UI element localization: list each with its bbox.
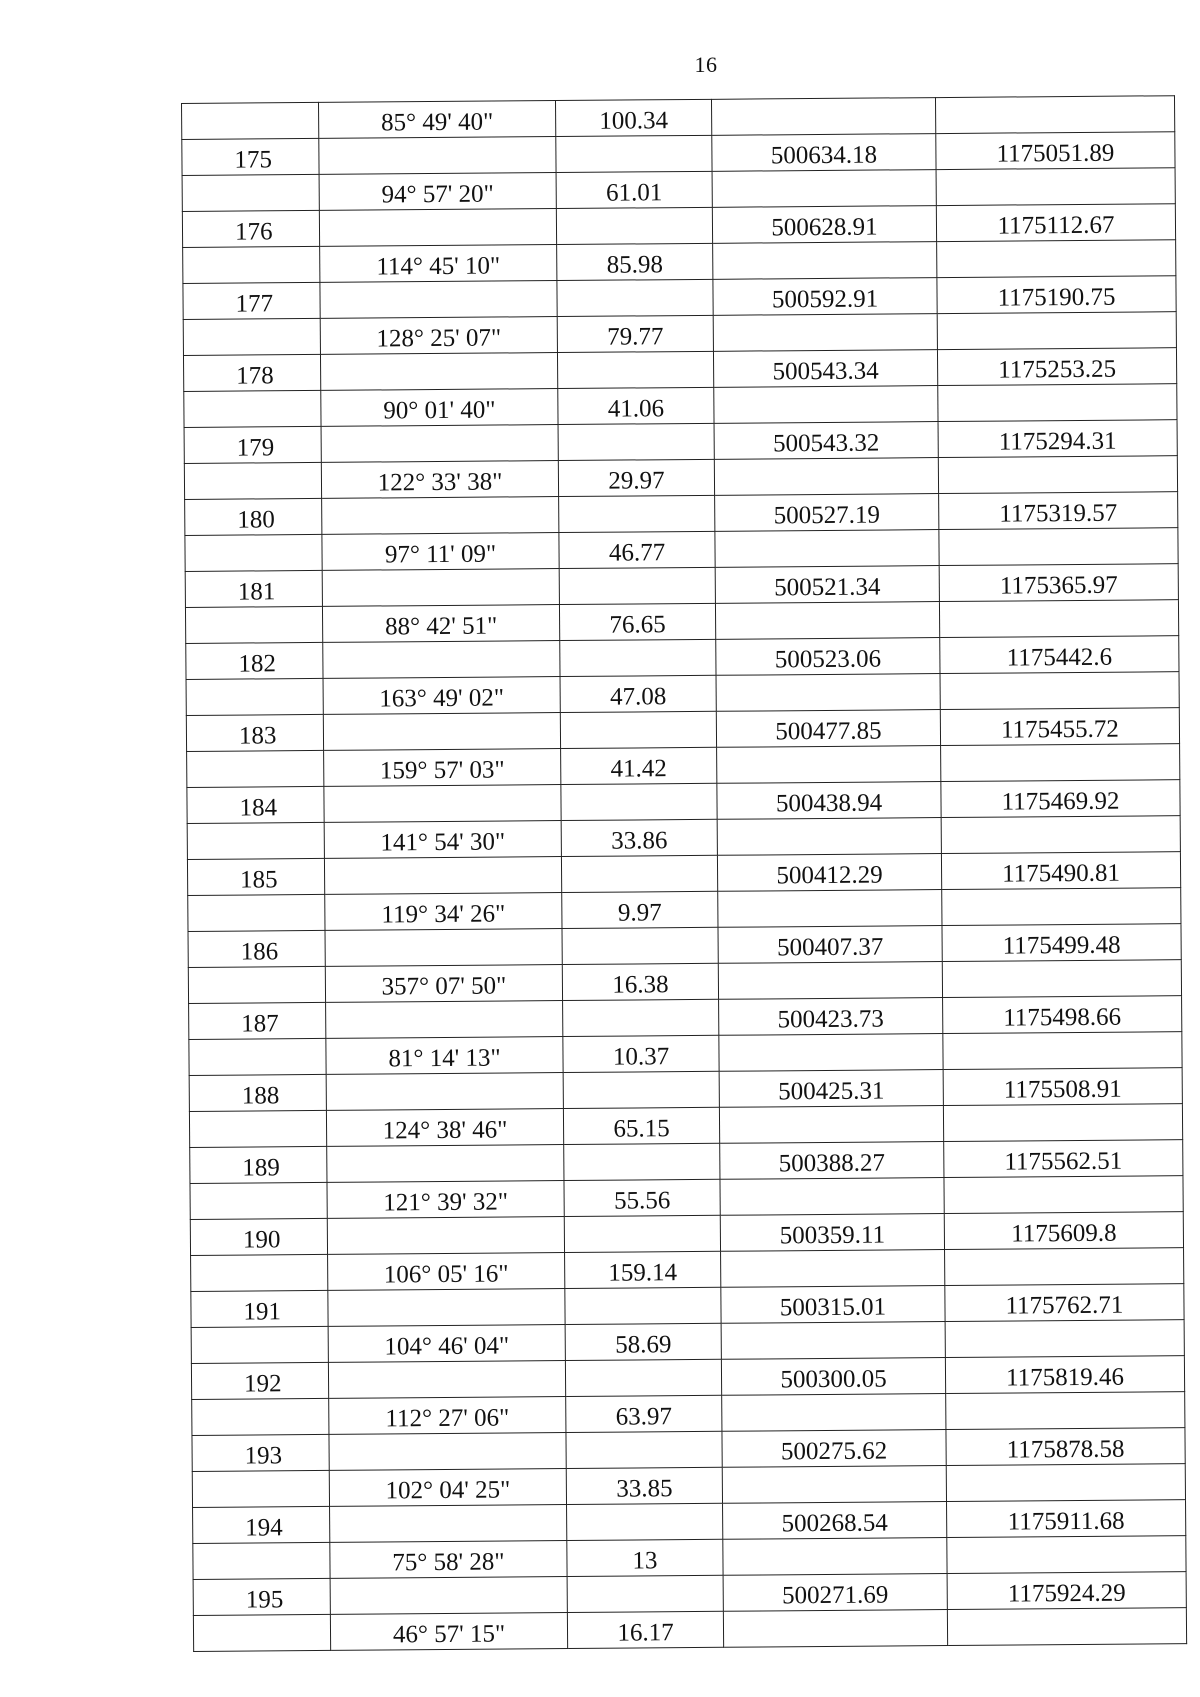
bearing-cell	[327, 1217, 564, 1255]
point-number-cell: 188	[189, 1074, 326, 1111]
bearing-cell: 121° 39' 32"	[327, 1181, 564, 1219]
distance-cell	[561, 783, 717, 820]
bearing-cell: 104° 46' 04"	[328, 1325, 565, 1363]
bearing-cell	[324, 785, 561, 823]
distance-cell	[567, 1503, 723, 1540]
point-number-cell	[187, 750, 324, 787]
distance-cell	[556, 207, 712, 244]
easting-cell	[718, 890, 942, 928]
northing-cell: 1175051.89	[936, 132, 1175, 170]
northing-cell: 1175442.6	[940, 636, 1179, 674]
easting-cell: 500359.11	[720, 1214, 944, 1252]
distance-cell	[567, 1575, 723, 1612]
point-number-cell	[188, 894, 325, 931]
bearing-cell: 119° 34' 26"	[325, 893, 562, 931]
easting-cell	[714, 458, 938, 496]
easting-cell: 500592.91	[713, 278, 937, 316]
northing-cell	[947, 1608, 1186, 1646]
point-number-cell	[182, 102, 319, 139]
easting-cell	[719, 1034, 943, 1072]
easting-cell: 500543.34	[713, 350, 937, 388]
distance-cell	[563, 999, 719, 1036]
bearing-cell: 81° 14' 13"	[326, 1037, 563, 1075]
point-number-cell: 177	[183, 282, 320, 319]
bearing-cell	[324, 857, 561, 895]
distance-cell	[564, 1143, 720, 1180]
easting-cell: 500628.91	[712, 206, 936, 244]
northing-cell: 1175508.91	[943, 1068, 1182, 1106]
bearing-cell: 97° 11' 09"	[322, 533, 559, 571]
distance-cell: 79.77	[557, 315, 713, 352]
easting-cell: 500523.06	[716, 638, 940, 676]
northing-cell: 1175294.31	[938, 420, 1177, 458]
page-number: 16	[694, 52, 718, 77]
easting-cell	[717, 746, 941, 784]
northing-cell	[938, 456, 1177, 494]
point-number-cell	[183, 318, 320, 355]
leg-row	[193, 1608, 1186, 1652]
easting-cell	[723, 1538, 947, 1576]
easting-cell: 500271.69	[723, 1574, 947, 1612]
point-number-cell: 187	[189, 1002, 326, 1039]
bearing-cell: 85° 49' 40"	[318, 101, 555, 139]
distance-cell: 85.98	[557, 243, 713, 280]
point-number-cell	[190, 1182, 327, 1219]
easting-cell	[720, 1178, 944, 1216]
distance-cell	[560, 639, 716, 676]
point-number-cell: 186	[188, 930, 325, 967]
bearing-cell	[319, 137, 556, 175]
bearing-cell	[330, 1577, 567, 1615]
point-number-cell	[187, 822, 324, 859]
easting-cell	[721, 1250, 945, 1288]
northing-cell: 1175762.71	[945, 1284, 1184, 1322]
northing-cell	[947, 1536, 1186, 1574]
northing-cell	[943, 1104, 1182, 1142]
northing-cell	[945, 1248, 1184, 1286]
point-number-cell: 194	[193, 1506, 330, 1543]
distance-cell: 65.15	[563, 1107, 719, 1144]
bearing-cell	[328, 1361, 565, 1399]
easting-cell	[713, 242, 937, 280]
easting-cell	[721, 1322, 945, 1360]
point-number-cell	[192, 1470, 329, 1507]
point-number-cell: 175	[182, 138, 319, 175]
point-number-cell: 180	[185, 498, 322, 535]
distance-cell: 76.65	[559, 603, 715, 640]
bearing-cell: 114° 45' 10"	[320, 245, 557, 283]
bearing-cell: 112° 27' 06"	[329, 1397, 566, 1435]
easting-cell: 500634.18	[712, 134, 936, 172]
point-number-cell	[182, 174, 319, 211]
northing-cell: 1175319.57	[939, 492, 1178, 530]
distance-cell: 33.86	[561, 819, 717, 856]
northing-cell	[943, 1032, 1182, 1070]
distance-cell	[557, 279, 713, 316]
northing-cell	[937, 240, 1176, 278]
bearing-cell: 163° 49' 02"	[323, 677, 560, 715]
northing-cell	[941, 816, 1180, 854]
point-number-cell: 191	[191, 1290, 328, 1327]
distance-cell	[559, 495, 715, 532]
bearing-cell	[325, 929, 562, 967]
point-number-cell: 190	[190, 1218, 327, 1255]
point-number-cell: 182	[186, 642, 323, 679]
distance-cell	[563, 1071, 719, 1108]
northing-cell: 1175499.48	[942, 924, 1181, 962]
easting-cell: 500521.34	[715, 566, 939, 604]
easting-cell	[722, 1394, 946, 1432]
distance-cell: 10.37	[563, 1035, 719, 1072]
easting-cell	[717, 818, 941, 856]
northing-cell: 1175469.92	[941, 780, 1180, 818]
bearing-cell: 106° 05' 16"	[328, 1253, 565, 1291]
point-number-cell: 189	[190, 1146, 327, 1183]
distance-cell: 47.08	[560, 675, 716, 712]
point-number-cell	[183, 246, 320, 283]
distance-cell: 9.97	[562, 891, 718, 928]
bearing-cell	[319, 209, 556, 247]
northing-cell	[946, 1392, 1185, 1430]
northing-cell: 1175498.66	[943, 996, 1182, 1034]
bearing-cell: 141° 54' 30"	[324, 821, 561, 859]
distance-cell	[560, 711, 716, 748]
distance-cell: 41.42	[561, 747, 717, 784]
bearing-cell	[323, 641, 560, 679]
northing-cell	[942, 888, 1181, 926]
bearing-cell: 159° 57' 03"	[324, 749, 561, 787]
bearing-cell: 102° 04' 25"	[329, 1469, 566, 1507]
easting-cell	[718, 962, 942, 1000]
bearing-cell: 357° 07' 50"	[325, 965, 562, 1003]
bearing-cell	[322, 497, 559, 535]
bearing-cell: 90° 01' 40"	[321, 389, 558, 427]
point-number-cell	[191, 1326, 328, 1363]
bearing-cell: 46° 57' 15"	[330, 1613, 567, 1651]
easting-cell: 500315.01	[721, 1286, 945, 1324]
northing-cell	[940, 672, 1179, 710]
easting-cell	[712, 170, 936, 208]
northing-cell: 1175455.72	[940, 708, 1179, 746]
northing-cell	[946, 1464, 1185, 1502]
bearing-cell: 122° 33' 38"	[321, 461, 558, 499]
distance-cell: 100.34	[555, 99, 711, 136]
northing-cell	[939, 528, 1178, 566]
point-number-cell	[188, 966, 325, 1003]
easting-cell	[713, 314, 937, 352]
northing-cell: 1175911.68	[947, 1500, 1186, 1538]
distance-cell	[565, 1359, 721, 1396]
point-number-cell	[192, 1398, 329, 1435]
easting-cell: 500388.27	[720, 1142, 944, 1180]
northing-cell: 1175190.75	[937, 276, 1176, 314]
bearing-cell	[321, 425, 558, 463]
point-number-cell	[186, 678, 323, 715]
point-number-cell	[185, 534, 322, 571]
northing-cell: 1175490.81	[941, 852, 1180, 890]
northing-cell: 1175609.8	[944, 1212, 1183, 1250]
bearing-cell: 94° 57' 20"	[319, 173, 556, 211]
point-number-cell: 184	[187, 786, 324, 823]
easting-cell	[719, 1106, 943, 1144]
northing-cell	[939, 600, 1178, 638]
distance-cell	[559, 567, 715, 604]
bearing-cell: 124° 38' 46"	[326, 1109, 563, 1147]
northing-cell: 1175924.29	[947, 1572, 1186, 1610]
northing-cell	[941, 744, 1180, 782]
point-number-cell	[184, 462, 321, 499]
easting-cell	[715, 530, 939, 568]
point-number-cell: 183	[186, 714, 323, 751]
bearing-cell	[327, 1145, 564, 1183]
distance-cell: 13	[567, 1539, 723, 1576]
bearing-cell: 75° 58' 28"	[330, 1541, 567, 1579]
survey-coordinates-table	[181, 95, 1187, 1652]
distance-cell: 16.17	[567, 1611, 723, 1648]
point-number-cell: 181	[185, 570, 322, 607]
easting-cell	[722, 1466, 946, 1504]
distance-cell: 55.56	[564, 1179, 720, 1216]
bearing-cell: 88° 42' 51"	[322, 605, 559, 643]
distance-cell	[556, 135, 712, 172]
northing-cell: 1175819.46	[945, 1356, 1184, 1394]
northing-cell: 1175878.58	[946, 1428, 1185, 1466]
easting-cell: 500477.85	[716, 710, 940, 748]
easting-cell	[711, 98, 935, 136]
point-number-cell: 193	[192, 1434, 329, 1471]
northing-cell: 1175365.97	[939, 564, 1178, 602]
distance-cell: 46.77	[559, 531, 715, 568]
easting-cell: 500268.54	[723, 1502, 947, 1540]
bearing-cell	[322, 569, 559, 607]
northing-cell	[938, 384, 1177, 422]
distance-cell	[564, 1215, 720, 1252]
easting-cell	[714, 386, 938, 424]
point-number-cell: 192	[191, 1362, 328, 1399]
bearing-cell	[326, 1073, 563, 1111]
easting-cell	[723, 1610, 947, 1648]
point-number-cell: 179	[184, 426, 321, 463]
distance-cell	[562, 927, 718, 964]
bearing-cell	[323, 713, 560, 751]
point-number-cell	[184, 390, 321, 427]
distance-cell	[561, 855, 717, 892]
easting-cell: 500300.05	[721, 1358, 945, 1396]
bearing-cell	[330, 1505, 567, 1543]
distance-cell: 159.14	[565, 1251, 721, 1288]
distance-cell: 16.38	[562, 963, 718, 1000]
distance-cell: 58.69	[565, 1323, 721, 1360]
easting-cell: 500412.29	[717, 854, 941, 892]
table-body	[182, 96, 1187, 1652]
distance-cell: 63.97	[566, 1395, 722, 1432]
bearing-cell	[320, 281, 557, 319]
point-number-cell	[189, 1038, 326, 1075]
easting-cell	[716, 674, 940, 712]
point-number-cell	[189, 1110, 326, 1147]
point-number-cell	[193, 1614, 330, 1651]
point-number-cell: 178	[183, 354, 320, 391]
bearing-cell	[328, 1289, 565, 1327]
northing-cell	[944, 1176, 1183, 1214]
distance-cell: 33.85	[566, 1467, 722, 1504]
distance-cell	[565, 1287, 721, 1324]
distance-cell	[557, 351, 713, 388]
point-number-cell: 195	[193, 1578, 330, 1615]
point-number-cell	[185, 606, 322, 643]
point-number-cell: 185	[187, 858, 324, 895]
easting-cell	[715, 602, 939, 640]
point-number-cell	[191, 1254, 328, 1291]
easting-cell: 500543.32	[714, 422, 938, 460]
northing-cell: 1175112.67	[936, 204, 1175, 242]
distance-cell	[558, 423, 714, 460]
bearing-cell	[329, 1433, 566, 1471]
northing-cell: 1175253.25	[937, 348, 1176, 386]
distance-cell: 41.06	[558, 387, 714, 424]
northing-cell	[935, 96, 1174, 134]
distance-cell	[566, 1431, 722, 1468]
northing-cell	[936, 168, 1175, 206]
northing-cell	[937, 312, 1176, 350]
distance-cell: 29.97	[558, 459, 714, 496]
easting-cell: 500527.19	[715, 494, 939, 532]
northing-cell: 1175562.51	[944, 1140, 1183, 1178]
easting-cell: 500425.31	[719, 1070, 943, 1108]
easting-cell: 500423.73	[719, 998, 943, 1036]
point-number-cell	[193, 1542, 330, 1579]
easting-cell: 500407.37	[718, 926, 942, 964]
distance-cell: 61.01	[556, 171, 712, 208]
bearing-cell	[326, 1001, 563, 1039]
easting-cell: 500438.94	[717, 782, 941, 820]
northing-cell	[942, 960, 1181, 998]
bearing-cell	[320, 353, 557, 391]
northing-cell	[945, 1320, 1184, 1358]
bearing-cell: 128° 25' 07"	[320, 317, 557, 355]
point-number-cell: 176	[182, 210, 319, 247]
easting-cell: 500275.62	[722, 1430, 946, 1468]
